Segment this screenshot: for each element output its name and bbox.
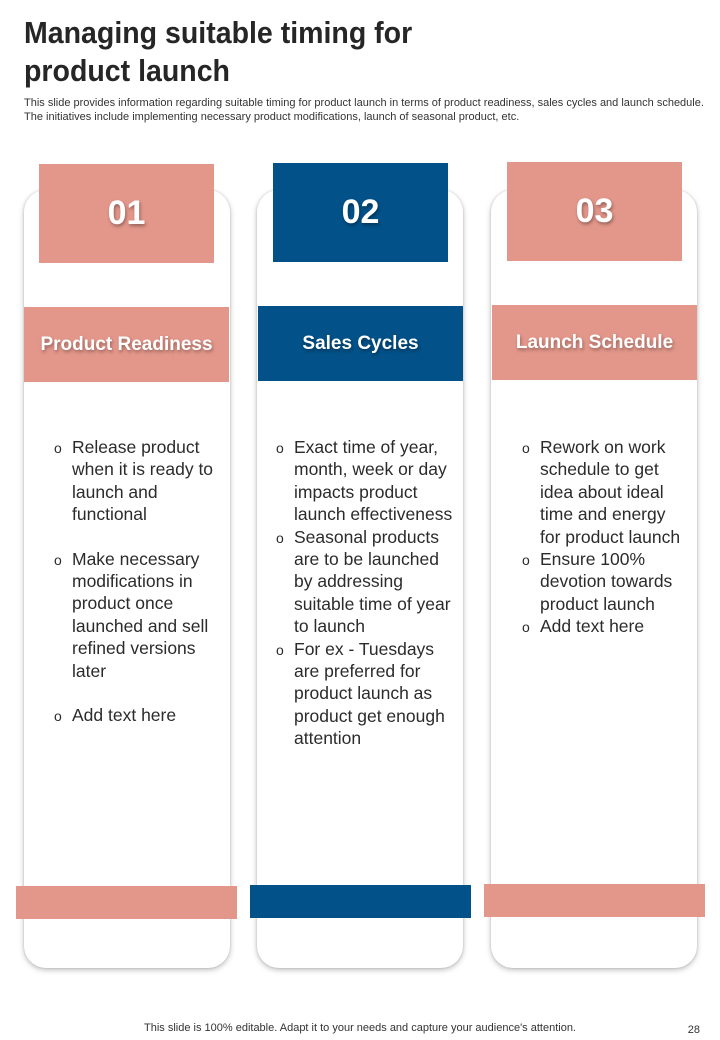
page-number: 28 — [687, 1024, 700, 1036]
column-bullet-list — [54, 436, 214, 726]
list-item: o Add text here — [522, 615, 690, 637]
bullet-icon: o — [522, 619, 530, 636]
footer-note: This slide is 100% editable. Adapt it to your needs and capture your audience's attention. — [144, 1022, 576, 1034]
bullet-icon: o — [276, 440, 284, 456]
list-item: o Exact time of year, month, week or day impacts product launch effectiveness — [276, 437, 453, 525]
list-item: o Release product when it is ready to launch and functional — [54, 437, 214, 525]
column-number-box: 01 — [39, 164, 214, 263]
column-bottom-bar — [250, 885, 471, 918]
column-bottom-bar — [484, 884, 705, 917]
list-item: o Make necessary modifications in product once launched and sell refined versions later — [54, 548, 209, 681]
page-subtitle: This slide provides information regarding suitable timing for product launch in terms of product readiness, sales cycles and launch schedule. The initiatives include implementing necessary product modifications, launch of seasonal product, etc. — [24, 97, 704, 123]
list-item: o For ex - Tuesdays are preferred for product launch as product get enough attention — [276, 638, 445, 749]
column-number-box: 02 — [273, 163, 448, 262]
bullet-icon: o — [54, 440, 62, 456]
column-heading: Launch Schedule — [492, 305, 697, 380]
column-bullet-list — [276, 436, 454, 750]
list-item: o Ensure 100% devotion towards product launch — [522, 549, 673, 614]
bullet-icon: o — [522, 552, 530, 569]
list-item: o Seasonal products are to be launched by addressing suitable time of year to launch — [276, 526, 451, 637]
bullet-icon: o — [54, 708, 62, 725]
column-bottom-bar — [16, 886, 237, 919]
bullet-icon: o — [522, 440, 530, 456]
column-heading: Sales Cycles — [258, 306, 463, 381]
column-number-box: 03 — [507, 162, 682, 261]
page-title: Managing suitable timing for product launch — [24, 15, 413, 88]
bullet-icon: o — [54, 551, 62, 568]
bullet-icon: o — [276, 641, 284, 658]
list-item: o Add text here — [54, 704, 214, 726]
column-heading: Product Readiness — [24, 307, 229, 382]
list-item: o Rework on work schedule to get idea about ideal time and energy for product launch — [522, 437, 681, 547]
column-bullet-list — [522, 436, 690, 638]
bullet-icon: o — [276, 529, 284, 546]
